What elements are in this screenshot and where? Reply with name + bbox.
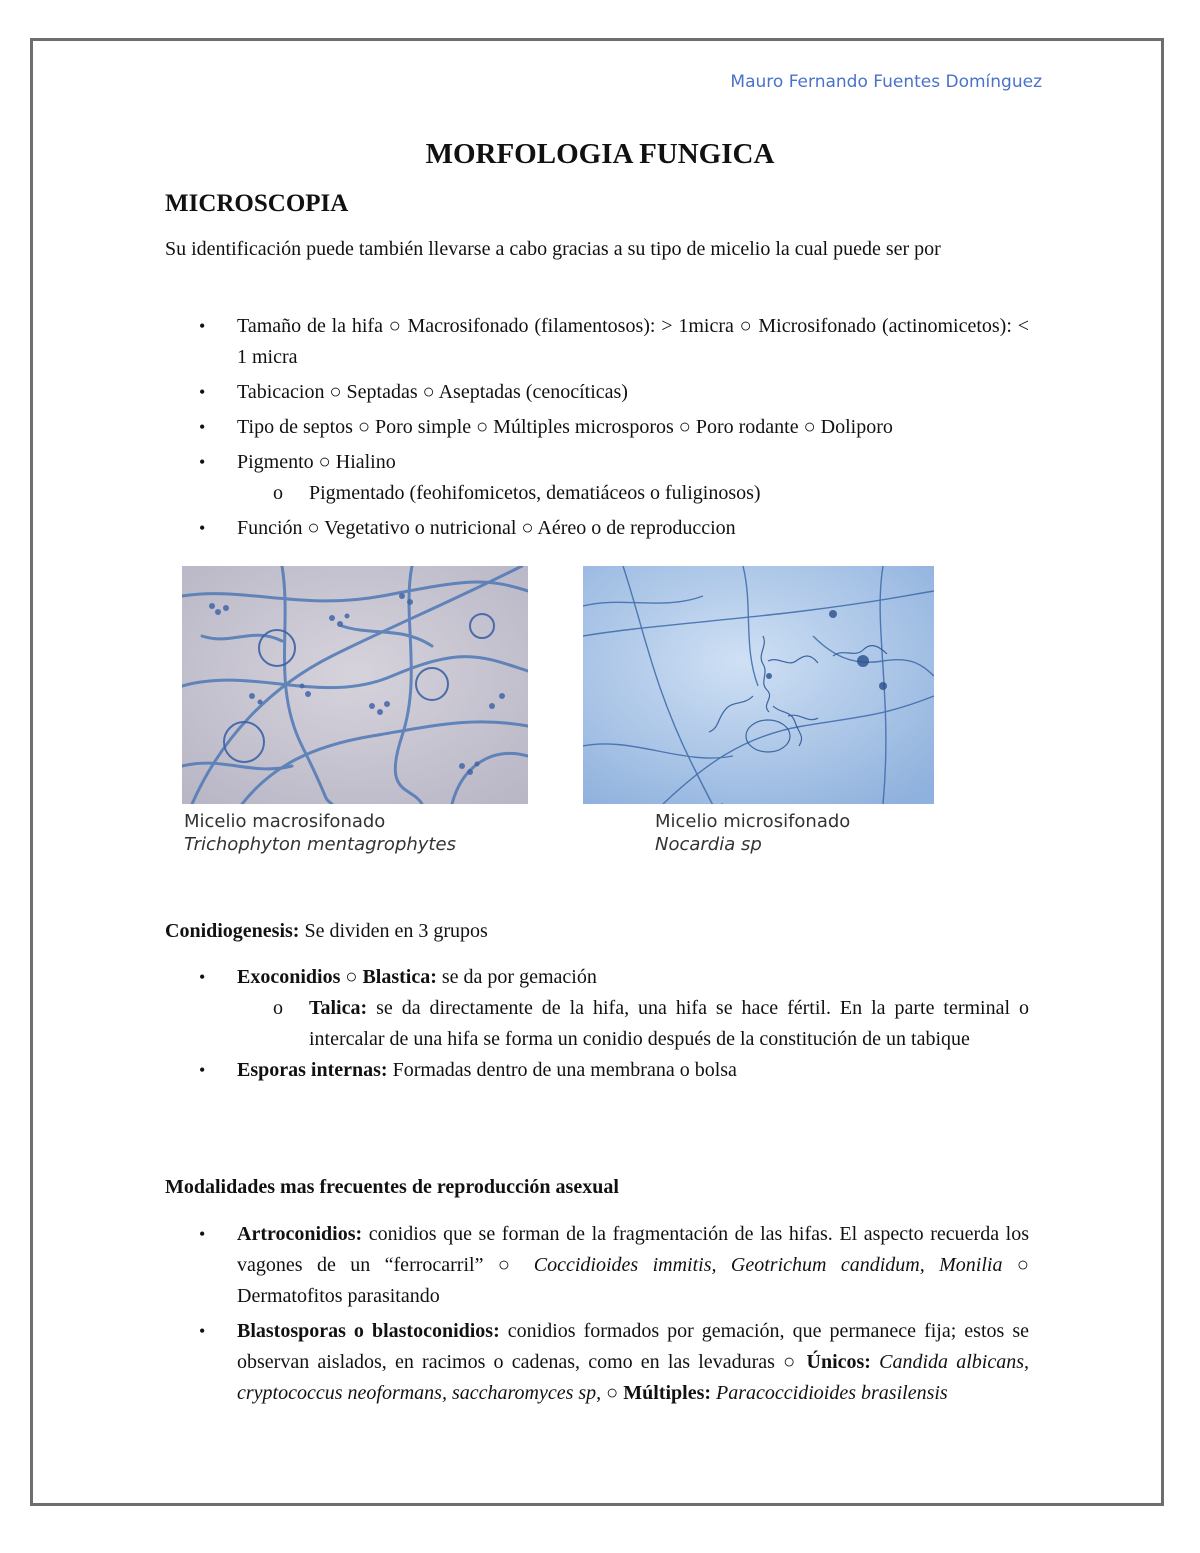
- esporas-text: Formadas dentro de una membrana o bolsa: [387, 1059, 737, 1081]
- figure-caption-title: Micelio microsifonado: [655, 811, 851, 832]
- blastosporas-label: Blastosporas o blastoconidios:: [237, 1320, 500, 1342]
- conidiogenesis-text: Se dividen en 3 grupos: [299, 920, 488, 942]
- micrograph-microsifonado-drawing: [583, 566, 934, 804]
- intro-paragraph: Su identificación puede también llevarse a cabo gracias a su tipo de micelio la cual puede ser por: [165, 238, 941, 260]
- sub-list: [237, 478, 1029, 509]
- unicos-species: Candida albicans, cryptococcus neoformans, saccharomyces sp,: [237, 1351, 1029, 1404]
- list-item: • Tipo de septos ○ Poro simple ○ Múltiples microsporos ○ Poro rodante ○ Doliporo: [165, 412, 1029, 443]
- blastica-text: se da por gemación: [436, 966, 597, 988]
- sub-list-item: o Pigmentado (feohifomicetos, dematiáceos o fuliginosos): [237, 478, 1029, 509]
- mycelium-type-list: [165, 311, 1029, 548]
- talica-text: se da directamente de la hifa, una hifa se hace fértil. En la parte terminal o intercalar de una hifa se forma un conidio después de la constitución de un tabique: [309, 997, 1029, 1050]
- list-item-artroconidios: [165, 1219, 1029, 1312]
- esporas-label: Esporas internas:: [237, 1059, 388, 1081]
- blastosporas-text: conidios formados por gemación, que permanece fija; estos se observan aislados, en racimos o cadenas, como en las levaduras ○: [237, 1320, 1029, 1373]
- list-item-esporas: [165, 1055, 1029, 1086]
- artroconidios-label: Artroconidios:: [237, 1223, 363, 1245]
- list-item: • Función ○ Vegetativo o nutricional ○ Aéreo o de reproduccion: [165, 513, 1029, 544]
- micrograph-microsifonado-image: [583, 566, 934, 804]
- separator: ○: [601, 1382, 624, 1404]
- conidiogenesis-label: Conidiogenesis:: [165, 920, 300, 942]
- artroconidios-tail: ○ Dermatofitos parasitando: [237, 1254, 1029, 1307]
- conidiogenesis-list: [165, 962, 1029, 1086]
- micrograph-macrosifonado-drawing: [182, 566, 528, 804]
- multiples-label: Múltiples:: [623, 1382, 712, 1404]
- conidiogenesis-paragraph: [165, 916, 1029, 947]
- sub-list: [237, 993, 1029, 1055]
- figure-caption-species: Trichophyton mentagrophytes: [184, 834, 456, 855]
- list-item: • Tabicacion ○ Septadas ○ Aseptadas (cenocíticas): [165, 377, 1029, 408]
- figure-caption-right: [655, 810, 850, 856]
- reproduction-list: [165, 1219, 1029, 1413]
- artroconidios-text: conidios que se forman de la fragmentación de las hifas. El aspecto recuerda los vagones de un “ferrocarril” ○: [237, 1223, 1029, 1276]
- author-name: Mauro Fernando Fuentes Domínguez: [730, 72, 1042, 92]
- section-heading-microscopia: MICROSCOPIA: [165, 190, 349, 217]
- modalidades-heading: Modalidades mas frecuentes de reproducción asexual: [165, 1176, 619, 1198]
- sub-list-item-talica: [237, 993, 1029, 1055]
- exoconidios-label: Exoconidios: [237, 966, 341, 988]
- list-item-exoconidios: [165, 962, 1029, 1055]
- list-item-text: Pigmento ○ Hialino: [237, 451, 396, 473]
- talica-label: Talica:: [309, 997, 368, 1019]
- figure-caption-species: Nocardia sp: [655, 834, 762, 855]
- multiples-species: Paracoccidioides brasilensis: [711, 1382, 948, 1404]
- figure-caption-title: Micelio macrosifonado: [184, 811, 386, 832]
- page-title: MORFOLOGIA FUNGICA: [425, 138, 775, 170]
- figure-caption-left: [184, 810, 456, 856]
- blastica-label: Blastica:: [362, 966, 437, 988]
- artroconidios-species: Coccidioides immitis, Geotrichum candidum, Monilia: [533, 1254, 1003, 1276]
- list-item-blastosporas: [165, 1316, 1029, 1409]
- unicos-label: Únicos:: [806, 1351, 871, 1373]
- list-item: [165, 447, 1029, 509]
- micrograph-macrosifonado-image: [182, 566, 528, 804]
- separator: ○: [340, 966, 363, 988]
- list-item: • Tamaño de la hifa ○ Macrosifonado (filamentosos): > 1micra ○ Microsifonado (actinomicetos): < 1 micra: [165, 311, 1029, 373]
